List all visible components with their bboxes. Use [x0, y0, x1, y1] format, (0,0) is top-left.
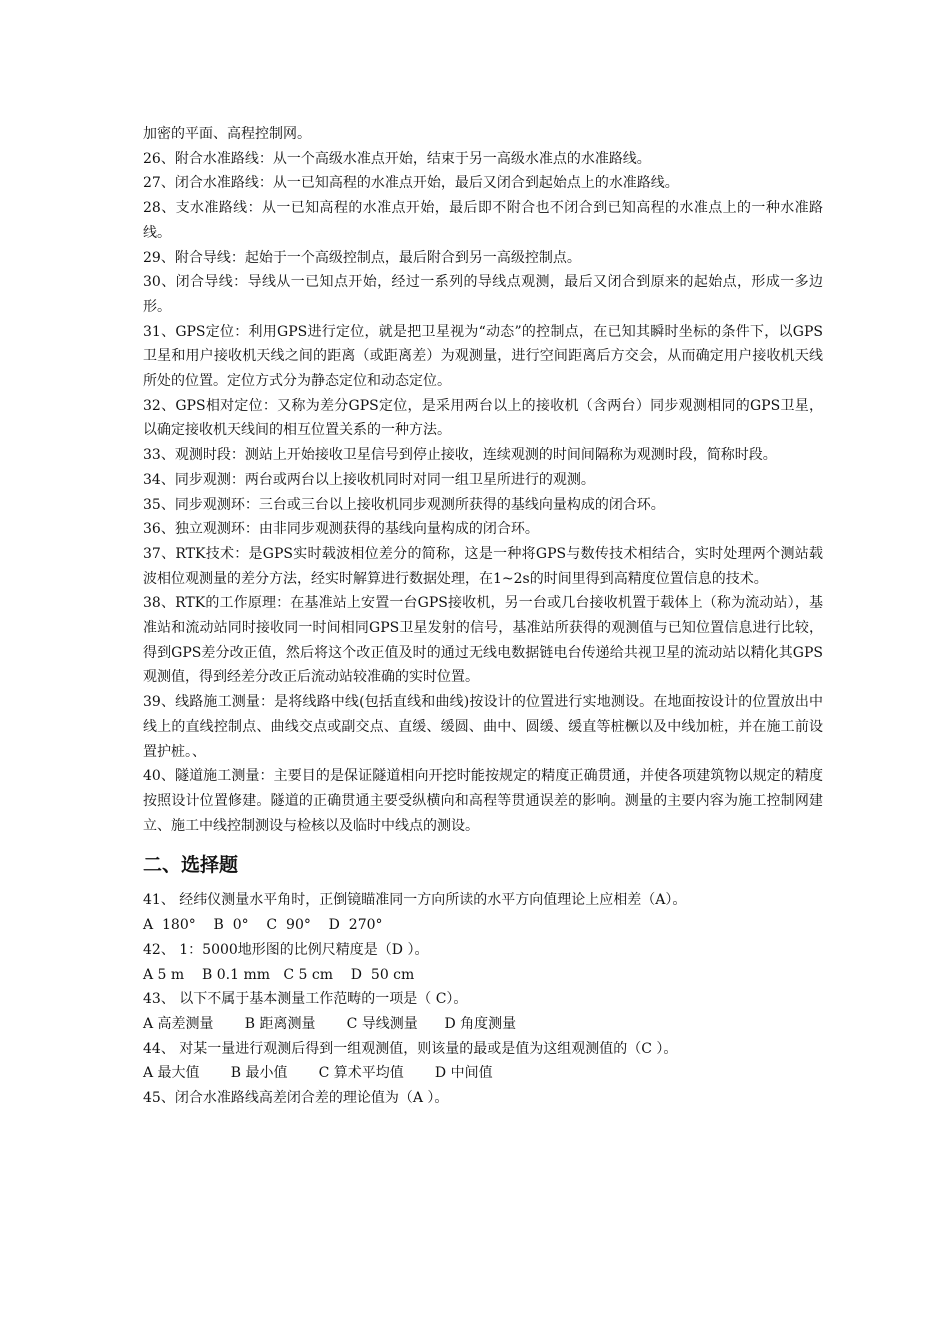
- question-options: A 180° B 0° C 90° D 270°: [143, 917, 383, 934]
- definition-paragraph: 31、GPS定位：利用GPS进行定位，就是把卫星视为“动态”的控制点，在已知其瞬时坐标的条件下，以GPS卫星和用户接收机天线之间的距离（或距离差）为观测量，进行空间距离后方交会，从而确定用户接收机天线所处的位置。定位方式分为静态定位和动态定位。: [143, 323, 823, 390]
- definition-paragraph: 39、线路施工测量：是将线路中线(包括直线和曲线)按设计的位置进行实地测设。在地面按设计的位置放出中线上的直线控制点、曲线交点或副交点、直缓、缓圆、曲中、圆缓、缓直等桩橛以及中线加桩，并在施工前设置护桩。、: [143, 694, 823, 760]
- definition-paragraph: 28、支水准路线：从一已知高程的水准点开始，最后即不附合也不闭合到已知高程的水准点上的一种水准路线。: [143, 200, 823, 241]
- definition-paragraph: 34、同步观测：两台或两台以上接收机同时对同一组卫星所进行的观测。: [143, 471, 595, 488]
- question-text: 45、闭合水准路线高差闭合差的理论值为（A ）。: [143, 1090, 449, 1107]
- definition-paragraph: 36、独立观测环：由非同步观测获得的基线向量构成的闭合环。: [143, 521, 539, 538]
- document-body: [143, 122, 823, 1111]
- definition-paragraph: 32、GPS相对定位：又称为差分GPS定位，是采用两台以上的接收机（含两台）同步观测相同的GPS卫星，以确定接收机天线间的相互位置关系的一种方法。: [143, 397, 823, 439]
- definition-paragraph: 33、观测时段：测站上开始接收卫星信号到停止接收，连续观测的时间间隔称为观测时段，简称时段。: [143, 447, 777, 464]
- question-options: A 5 m B 0.1 mm C 5 cm D 50 cm: [143, 966, 415, 983]
- definition-paragraph: 29、附合导线：起始于一个高级控制点，最后附合到另一高级控制点。: [143, 249, 581, 266]
- question-options: A 最大值 B 最小值 C 算术平均值 D 中间值: [143, 1065, 493, 1082]
- definition-paragraph: 40、隧道施工测量：主要目的是保证隧道相向开挖时能按规定的精度正确贯通，并使各项建筑物以规定的精度按照设计位置修建。隧道的正确贯通主要受纵横向和高程等贯通误差的影响。测量的主要内容为施工控制网建立、施工中线控制测设与检核以及临时中线点的测设。: [143, 768, 823, 834]
- question-text: 42、 1：5000地形图的比例尺精度是（D ）。: [143, 941, 429, 958]
- definition-paragraph: 26、附合水准路线：从一个高级水准点开始，结束于另一高级水准点的水准路线。: [143, 150, 651, 167]
- question-options: A 高差测量 B 距离测量 C 导线测量 D 角度测量: [143, 1015, 517, 1032]
- definition-paragraph: 27、闭合水准路线：从一已知高程的水准点开始，最后又闭合到起始点上的水准路线。: [143, 175, 679, 192]
- definition-paragraph: 38、RTK的工作原理：在基准站上安置一台GPS接收机，另一台或几台接收机置于载体上（称为流动站），基准站和流动站同时接收同一时间相同GPS卫星发射的信号，基准站所获得的观测值与已知位置信息进行比较，得到GPS差分改正值，然后将这个改正值及时的通过无线电数据链电台传递给共视卫星的流动站以精化其GPS观测值，得到经差分改正后流动站较准确的实时位置。: [143, 595, 823, 686]
- definition-paragraph: 37、RTK技术：是GPS实时载波相位差分的简称，这是一种将GPS与数传技术相结合，实时处理两个测站载波相位观测量的差分方法，经实时解算进行数据处理，在1~2s的时间里得到高精度位置信息的技术。: [143, 545, 823, 587]
- question-text: 43、 以下不属于基本测量工作范畴的一项是（ C）。: [143, 991, 468, 1008]
- question-text: 41、 经纬仪测量水平角时，正倒镜瞄准同一方向所读的水平方向值理论上应相差（A）。: [143, 892, 687, 909]
- definition-paragraph: 加密的平面、高程控制网。: [143, 126, 311, 142]
- question-text: 44、 对某一量进行观测后得到一组观测值，则该量的最或是值为这组观测值的（C ）。: [143, 1040, 678, 1057]
- definition-paragraph: 30、闭合导线：导线从一已知点开始，经过一系列的导线点观测，最后又闭合到原来的起始点，形成一多边形。: [143, 274, 823, 315]
- definition-paragraph: 35、同步观测环：三台或三台以上接收机同步观测所获得的基线向量构成的闭合环。: [143, 496, 665, 513]
- section-heading: 二、选择题: [143, 854, 239, 877]
